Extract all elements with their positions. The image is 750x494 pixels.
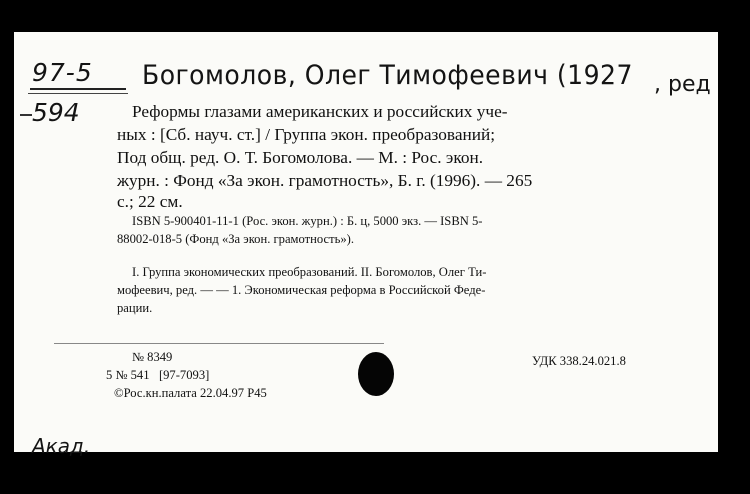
registry-second-line: 5 № 541 [97-7093]: [106, 368, 210, 382]
shelf-code-underline-2: [28, 93, 128, 94]
subject-line-2: мофеевич, ред. — — 1. Экономическая реформа в Российской Феде-: [117, 283, 486, 297]
subject-line-3: рации.: [117, 301, 153, 315]
separator-line: [54, 343, 384, 344]
title-line-1: Реформы глазами американских и российских уче-: [132, 102, 508, 121]
shelf-code-bottom: 594: [32, 98, 80, 127]
handwritten-author: Богомолов, Олег Тимофеевич (1927: [142, 60, 633, 91]
isbn-line-1: ISBN 5-900401-11-1 (Рос. экон. журн.) : Б. ц, 5000 экз. — ISBN 5-: [132, 214, 483, 228]
registry-number: № 8349: [132, 350, 173, 364]
title-line-4: журн. : Фонд «За экон. грамотность», Б. г. (1996). — 265: [117, 171, 533, 190]
isbn-line-2: 88002-018-5 (Фонд «За экон. грамотность»).: [117, 232, 354, 246]
shelf-code-dash: [20, 114, 32, 116]
shelf-code-underline: [30, 88, 126, 90]
handwritten-author-note: , ред: [654, 72, 711, 97]
udk-code: УДК 338.24.021.8: [532, 354, 626, 368]
title-line-3: Под общ. ред. О. Т. Богомолова. — М. : Рос. экон.: [117, 148, 484, 167]
handwritten-bottom-note: Акад.: [32, 434, 91, 458]
ink-blot: [358, 352, 394, 396]
shelf-code-top: 97-5: [32, 58, 93, 87]
title-line-5: с.; 22 см.: [117, 192, 183, 211]
title-line-2: ных : [Сб. науч. ст.] / Группа экон. преобразований;: [117, 125, 496, 144]
subject-line-1: I. Группа экономических преобразований. II. Богомолов, Олег Ти-: [132, 265, 487, 279]
catalog-card: [14, 32, 718, 458]
book-chamber-line: ©Рос.кн.палата 22.04.97 Р45: [114, 386, 267, 400]
